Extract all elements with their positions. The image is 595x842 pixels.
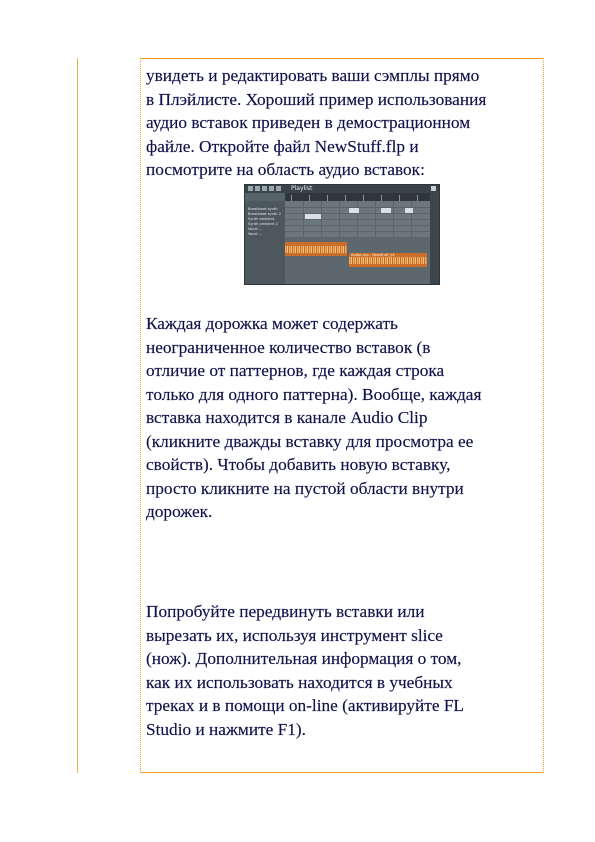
text-line: (нож). Дополнительная информация о том, (146, 649, 462, 668)
text-line: в Плэйлисте. Хороший пример использования (146, 89, 487, 109)
audio-clip (285, 242, 347, 256)
track-name: Breakbeat synth 2 (248, 212, 281, 216)
playlist-title: Playlist (291, 185, 313, 192)
track-name: Synth ambient (248, 217, 275, 221)
tool-icon (255, 186, 260, 191)
text-line: отличие от паттернов, где каждая строка (146, 361, 445, 380)
tool-icon (262, 186, 267, 191)
text-line: только для одного паттерна). Вообще, каждая (146, 384, 482, 404)
audio-clip (349, 253, 427, 267)
text-line: вырезать их, используя инструмент slice (146, 625, 443, 645)
text-line: просто кликните на пустой области внутри (146, 478, 464, 498)
paragraph-intro (146, 64, 544, 182)
track-name: Vocal ... (248, 232, 263, 236)
text-line: Попробуйте передвинуть вставки или (146, 602, 425, 621)
text-line: неограниченное количество вставок (в (146, 337, 431, 357)
paragraph-slice (146, 600, 544, 741)
track-name: Vocal ... (248, 227, 263, 231)
pattern-block (381, 208, 391, 213)
pattern-block (305, 214, 321, 219)
text-line: вставка находится в канале Audio Clip (146, 408, 428, 427)
text-line: Каждая дорожка может содержать (146, 314, 398, 333)
left-margin-rule (77, 58, 78, 773)
text-line: свойств). Чтобы добавить новую вставку, (146, 455, 451, 474)
timeline-ruler (285, 193, 431, 201)
text-line: увидеть и редактировать ваши сэмплы прямо (146, 66, 480, 85)
track-name: Synth ambient 2 (248, 222, 278, 226)
text-line: посмотрите на область аудио вставок: (146, 160, 425, 179)
text-line: как их использовать находится в учебных (146, 672, 453, 692)
tool-icon (248, 186, 253, 191)
playlist-screenshot (244, 184, 440, 285)
text-line: файле. Откройте файл NewStuff.flp и (146, 136, 419, 156)
text-line: дорожек. (146, 502, 213, 521)
pattern-grid (285, 201, 431, 237)
close-icon (431, 186, 436, 191)
pattern-block (405, 208, 413, 213)
pattern-block (349, 208, 359, 213)
text-line: Studio и нажмите F1). (146, 719, 306, 739)
playlist-titlebar (245, 185, 439, 193)
tool-icon (269, 186, 274, 191)
text-line: (кликните дважды вставку для просмотра ее (146, 431, 474, 451)
vertical-scrollbar (430, 193, 439, 285)
text-line: треках и в помощи on-line (активируйте FL (146, 696, 464, 715)
text-line: аудио вставок приведен в демострационном (146, 113, 471, 132)
audio-clip-label: Audio clip - NewStuff_01 (351, 253, 395, 257)
track-name: Breakbeat synth (248, 207, 278, 211)
track-list (245, 201, 285, 285)
tool-icon (276, 186, 281, 191)
paragraph-tracks (146, 312, 544, 524)
